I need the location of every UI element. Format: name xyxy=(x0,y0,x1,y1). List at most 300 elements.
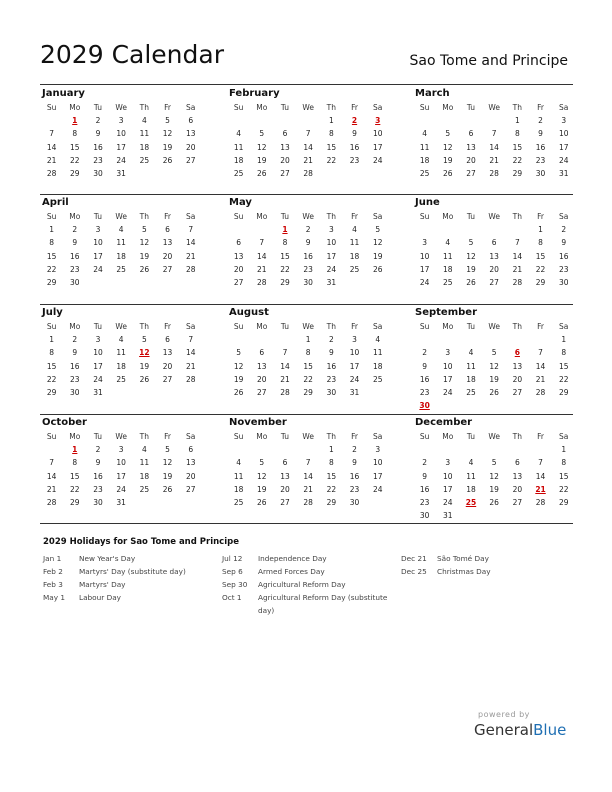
day: 15 xyxy=(46,251,57,261)
day: 20 xyxy=(185,471,196,481)
day: 16 xyxy=(326,361,337,371)
month-february xyxy=(227,87,385,180)
day: 3 xyxy=(118,445,124,455)
month-name: October xyxy=(42,417,87,428)
holiday-row xyxy=(222,591,392,617)
empty-cell xyxy=(459,443,482,456)
holiday-day: 1 xyxy=(72,116,78,126)
weekday-header: We xyxy=(488,212,500,221)
holiday-date: Oct 1 xyxy=(222,593,242,602)
day-grid xyxy=(413,320,571,412)
day: 12 xyxy=(162,129,173,139)
day: 7 xyxy=(259,238,265,248)
day: 16 xyxy=(70,361,80,371)
day: 30 xyxy=(535,168,546,178)
day: 19 xyxy=(233,374,244,384)
day: 29 xyxy=(70,497,80,507)
day: 4 xyxy=(236,458,241,468)
day: 28 xyxy=(489,168,499,178)
empty-cell xyxy=(506,333,529,346)
holiday-name: São Tomé Day xyxy=(437,554,489,563)
day: 17 xyxy=(443,374,453,384)
weekday-header: We xyxy=(302,432,314,441)
holiday-date: Jul 12 xyxy=(222,554,243,563)
day: 20 xyxy=(466,155,476,165)
day: 14 xyxy=(280,361,290,371)
day: 3 xyxy=(422,238,427,248)
day: 9 xyxy=(422,361,427,371)
holiday-row xyxy=(43,578,208,591)
day: 24 xyxy=(443,497,453,507)
day: 11 xyxy=(419,142,430,152)
day: 19 xyxy=(466,264,476,274)
day: 25 xyxy=(116,264,126,274)
day: 16 xyxy=(70,251,80,261)
month-july xyxy=(40,306,198,399)
day: 6 xyxy=(188,445,194,455)
day: 23 xyxy=(419,497,430,507)
month-december xyxy=(413,416,571,522)
day: 24 xyxy=(372,484,383,494)
month-november xyxy=(227,416,385,509)
weekday-header: Fr xyxy=(164,432,171,441)
empty-cell xyxy=(529,333,552,346)
month-june xyxy=(413,196,571,289)
day: 15 xyxy=(46,361,57,371)
day: 5 xyxy=(259,458,265,468)
weekday-header: Tu xyxy=(280,322,290,331)
weekday-header: Tu xyxy=(466,212,476,221)
day: 24 xyxy=(93,264,103,274)
weekday-header: Sa xyxy=(186,322,196,331)
day: 23 xyxy=(535,155,546,165)
weekday-header: Mo xyxy=(69,212,81,221)
empty-cell xyxy=(436,443,459,456)
day: 28 xyxy=(46,497,57,507)
day: 17 xyxy=(443,484,453,494)
weekday-header: Fr xyxy=(351,432,358,441)
weekday-header: Tu xyxy=(280,103,290,112)
day: 18 xyxy=(372,361,383,371)
day: 9 xyxy=(538,129,543,139)
day: 16 xyxy=(349,471,360,481)
day: 30 xyxy=(558,277,569,287)
day: 31 xyxy=(93,387,103,397)
day: 6 xyxy=(188,116,194,126)
day: 7 xyxy=(514,238,520,248)
day: 25 xyxy=(139,484,150,494)
weekday-header: Th xyxy=(139,322,150,331)
day: 27 xyxy=(185,484,196,494)
holiday-day: 2 xyxy=(351,116,358,126)
day: 22 xyxy=(326,155,337,165)
day: 27 xyxy=(162,374,173,384)
holiday-name: Independence Day xyxy=(258,554,327,563)
brand-blue: Blue xyxy=(533,721,567,739)
day: 5 xyxy=(165,116,170,126)
holiday-date: Feb 3 xyxy=(43,580,63,589)
day: 21 xyxy=(46,155,57,165)
day: 13 xyxy=(489,251,499,261)
day: 11 xyxy=(116,348,126,358)
day: 5 xyxy=(141,335,147,345)
day: 7 xyxy=(305,458,311,468)
day: 4 xyxy=(445,238,451,248)
day: 15 xyxy=(326,471,337,481)
day: 13 xyxy=(280,471,290,481)
month-name: December xyxy=(415,417,473,428)
day: 29 xyxy=(46,387,57,397)
day-grid xyxy=(40,430,198,509)
day: 12 xyxy=(257,142,267,152)
day: 9 xyxy=(305,238,311,248)
day: 10 xyxy=(326,238,337,248)
weekday-header: Su xyxy=(233,212,244,221)
holidays-title: 2029 Holidays for Sao Tome and Principe xyxy=(43,537,239,547)
day: 6 xyxy=(259,348,265,358)
day: 3 xyxy=(445,458,451,468)
weekday-header: Sa xyxy=(373,212,383,221)
day: 17 xyxy=(419,264,430,274)
day: 15 xyxy=(558,361,569,371)
day: 27 xyxy=(512,387,523,397)
row-divider xyxy=(40,523,573,524)
day: 10 xyxy=(443,471,453,481)
day: 20 xyxy=(512,374,523,384)
day: 14 xyxy=(185,348,196,358)
weekday-header: Tu xyxy=(280,212,290,221)
day: 21 xyxy=(185,251,196,261)
weekday-header: Fr xyxy=(164,322,171,331)
day: 5 xyxy=(165,445,170,455)
day-grid xyxy=(227,101,385,180)
weekday-header: Th xyxy=(326,212,337,221)
weekday-header: Sa xyxy=(186,103,196,112)
day: 12 xyxy=(489,471,499,481)
day: 7 xyxy=(49,129,54,139)
day: 12 xyxy=(372,238,383,248)
weekday-header: Sa xyxy=(559,432,569,441)
day: 22 xyxy=(46,374,57,384)
day: 9 xyxy=(422,471,427,481)
day: 9 xyxy=(95,129,101,139)
weekday-header: Fr xyxy=(351,322,358,331)
holiday-date: Feb 2 xyxy=(43,567,63,576)
day: 10 xyxy=(372,458,383,468)
powered-by-text: powered by xyxy=(478,710,530,719)
day: 13 xyxy=(512,471,523,481)
day: 19 xyxy=(162,142,173,152)
day: 26 xyxy=(139,264,150,274)
weekday-header: We xyxy=(115,103,127,112)
day: 7 xyxy=(188,335,194,345)
day: 17 xyxy=(116,142,126,152)
weekday-header: Su xyxy=(419,103,430,112)
holiday-name: Armed Forces Day xyxy=(258,567,325,576)
day: 7 xyxy=(538,458,543,468)
month-name: June xyxy=(415,197,440,208)
weekday-header: Su xyxy=(46,432,57,441)
weekday-header: Tu xyxy=(280,432,290,441)
day: 21 xyxy=(257,264,267,274)
day: 17 xyxy=(93,361,103,371)
day: 2 xyxy=(305,225,311,235)
day: 14 xyxy=(512,251,523,261)
day: 15 xyxy=(535,251,546,261)
day: 8 xyxy=(49,238,54,248)
day: 21 xyxy=(512,264,523,274)
day: 1 xyxy=(328,445,334,455)
holiday-row xyxy=(401,565,551,578)
day: 29 xyxy=(512,168,523,178)
day: 30 xyxy=(349,497,360,507)
day: 3 xyxy=(445,348,451,358)
day: 14 xyxy=(257,251,267,261)
day: 3 xyxy=(95,335,101,345)
day: 27 xyxy=(512,497,523,507)
day: 18 xyxy=(419,155,430,165)
empty-cell xyxy=(227,443,250,456)
day: 16 xyxy=(419,484,430,494)
day: 3 xyxy=(118,116,124,126)
day: 20 xyxy=(280,155,290,165)
day: 25 xyxy=(139,155,150,165)
day: 17 xyxy=(326,251,337,261)
weekday-header: Sa xyxy=(186,432,196,441)
month-may xyxy=(227,196,385,289)
day: 14 xyxy=(535,471,546,481)
day: 27 xyxy=(489,277,499,287)
weekday-header: Mo xyxy=(256,432,268,441)
day: 12 xyxy=(443,142,453,152)
day: 29 xyxy=(70,168,80,178)
holiday-row xyxy=(43,591,208,604)
day: 7 xyxy=(49,458,54,468)
holiday-row xyxy=(401,552,551,565)
weekday-header: Th xyxy=(512,103,523,112)
weekday-header: Th xyxy=(326,322,337,331)
day: 16 xyxy=(349,142,360,152)
day: 25 xyxy=(233,497,244,507)
day: 15 xyxy=(326,142,337,152)
day: 16 xyxy=(535,142,546,152)
weekday-header: Th xyxy=(512,212,523,221)
day: 11 xyxy=(139,129,150,139)
day: 27 xyxy=(185,155,196,165)
day: 12 xyxy=(233,361,244,371)
day: 22 xyxy=(70,484,80,494)
day: 26 xyxy=(162,484,173,494)
empty-cell xyxy=(413,114,436,127)
month-name: September xyxy=(415,307,477,318)
day: 26 xyxy=(233,387,244,397)
weekday-header: Tu xyxy=(466,322,476,331)
day: 27 xyxy=(162,264,173,274)
day: 2 xyxy=(328,335,334,345)
day: 29 xyxy=(558,387,569,397)
day: 27 xyxy=(280,497,290,507)
holiday-day: 30 xyxy=(419,401,430,411)
day: 22 xyxy=(512,155,523,165)
day: 26 xyxy=(372,264,383,274)
day: 26 xyxy=(257,497,267,507)
day: 25 xyxy=(372,374,383,384)
day: 21 xyxy=(46,484,57,494)
weekday-header: We xyxy=(488,322,500,331)
day: 21 xyxy=(489,155,499,165)
holiday-name: Agricultural Reform Day (substitute day) xyxy=(258,593,388,615)
weekday-header: Sa xyxy=(373,432,383,441)
day-grid xyxy=(40,101,198,180)
weekday-header: Tu xyxy=(93,212,103,221)
day: 4 xyxy=(422,129,427,139)
holiday-name: Agricultural Reform Day xyxy=(258,580,346,589)
day: 23 xyxy=(93,155,103,165)
weekday-header: Su xyxy=(419,212,430,221)
day: 8 xyxy=(561,348,567,358)
month-name: April xyxy=(42,197,69,208)
day: 15 xyxy=(70,142,80,152)
month-september xyxy=(413,306,571,412)
day: 14 xyxy=(46,471,57,481)
day: 23 xyxy=(419,387,430,397)
holiday-day: 1 xyxy=(72,445,78,455)
weekday-header: Sa xyxy=(373,322,383,331)
day: 17 xyxy=(349,361,360,371)
day: 18 xyxy=(466,484,476,494)
weekday-header: Tu xyxy=(93,322,103,331)
day-grid xyxy=(40,210,198,289)
weekday-header: Mo xyxy=(442,432,454,441)
empty-cell xyxy=(250,114,273,127)
day: 4 xyxy=(141,445,147,455)
day: 14 xyxy=(535,361,546,371)
day: 9 xyxy=(72,238,78,248)
holiday-date: Dec 25 xyxy=(401,567,427,576)
day: 29 xyxy=(46,277,57,287)
day: 20 xyxy=(185,142,196,152)
day: 13 xyxy=(280,142,290,152)
day: 20 xyxy=(162,251,173,261)
day: 12 xyxy=(466,251,476,261)
holiday-date: Sep 6 xyxy=(222,567,243,576)
day: 8 xyxy=(328,129,334,139)
day: 25 xyxy=(349,264,360,274)
day: 2 xyxy=(352,445,357,455)
day: 16 xyxy=(93,142,103,152)
day: 11 xyxy=(116,238,126,248)
day: 1 xyxy=(514,116,520,126)
day: 13 xyxy=(512,361,523,371)
day: 19 xyxy=(443,155,453,165)
day: 6 xyxy=(282,458,288,468)
day: 5 xyxy=(375,225,381,235)
day: 15 xyxy=(70,471,80,481)
day: 20 xyxy=(489,264,499,274)
day: 31 xyxy=(116,168,126,178)
day: 11 xyxy=(443,251,453,261)
weekday-header: Th xyxy=(512,432,523,441)
day: 6 xyxy=(468,129,474,139)
empty-cell xyxy=(227,223,250,236)
weekday-header: Mo xyxy=(442,212,454,221)
day: 22 xyxy=(46,264,57,274)
day: 25 xyxy=(419,168,430,178)
day: 2 xyxy=(422,458,427,468)
day: 3 xyxy=(352,335,357,345)
day: 26 xyxy=(257,168,267,178)
empty-cell xyxy=(273,114,296,127)
day: 10 xyxy=(349,348,360,358)
day: 4 xyxy=(468,458,474,468)
day: 23 xyxy=(93,484,103,494)
day: 6 xyxy=(514,458,520,468)
empty-cell xyxy=(483,333,506,346)
day: 19 xyxy=(489,484,499,494)
empty-cell xyxy=(40,114,63,127)
weekday-header: We xyxy=(488,432,500,441)
day: 8 xyxy=(328,458,334,468)
weekday-header: Th xyxy=(512,322,523,331)
day: 3 xyxy=(561,116,567,126)
day: 22 xyxy=(535,264,546,274)
empty-cell xyxy=(227,333,250,346)
day: 13 xyxy=(466,142,476,152)
day: 2 xyxy=(561,225,567,235)
day: 7 xyxy=(538,348,543,358)
day: 13 xyxy=(162,238,173,248)
day: 15 xyxy=(280,251,290,261)
empty-cell xyxy=(459,114,482,127)
day: 24 xyxy=(372,155,383,165)
day: 14 xyxy=(489,142,499,152)
empty-cell xyxy=(436,333,459,346)
day: 14 xyxy=(185,238,196,248)
day: 4 xyxy=(118,335,124,345)
holiday-column xyxy=(222,552,392,617)
weekday-header: Mo xyxy=(442,322,454,331)
day: 1 xyxy=(561,445,567,455)
day: 23 xyxy=(303,264,313,274)
weekday-header: Mo xyxy=(256,103,268,112)
month-april xyxy=(40,196,198,289)
day: 19 xyxy=(257,484,267,494)
day: 28 xyxy=(185,374,196,384)
day: 9 xyxy=(72,348,78,358)
weekday-header: Th xyxy=(326,432,337,441)
empty-cell xyxy=(483,114,506,127)
day-grid xyxy=(413,210,571,289)
day: 24 xyxy=(326,264,337,274)
calendar-title: 2029 Calendar xyxy=(40,40,224,69)
month-name: March xyxy=(415,88,450,99)
day: 26 xyxy=(489,497,499,507)
day: 22 xyxy=(558,484,569,494)
day: 1 xyxy=(305,335,311,345)
day: 18 xyxy=(466,374,476,384)
month-name: January xyxy=(42,88,85,99)
holiday-row xyxy=(43,552,208,565)
holiday-row xyxy=(222,552,392,565)
weekday-header: Su xyxy=(419,432,430,441)
day: 26 xyxy=(466,277,476,287)
day: 19 xyxy=(372,251,383,261)
day: 24 xyxy=(558,155,569,165)
day: 6 xyxy=(165,335,170,345)
day: 11 xyxy=(466,361,476,371)
day: 3 xyxy=(328,225,334,235)
day: 7 xyxy=(282,348,288,358)
